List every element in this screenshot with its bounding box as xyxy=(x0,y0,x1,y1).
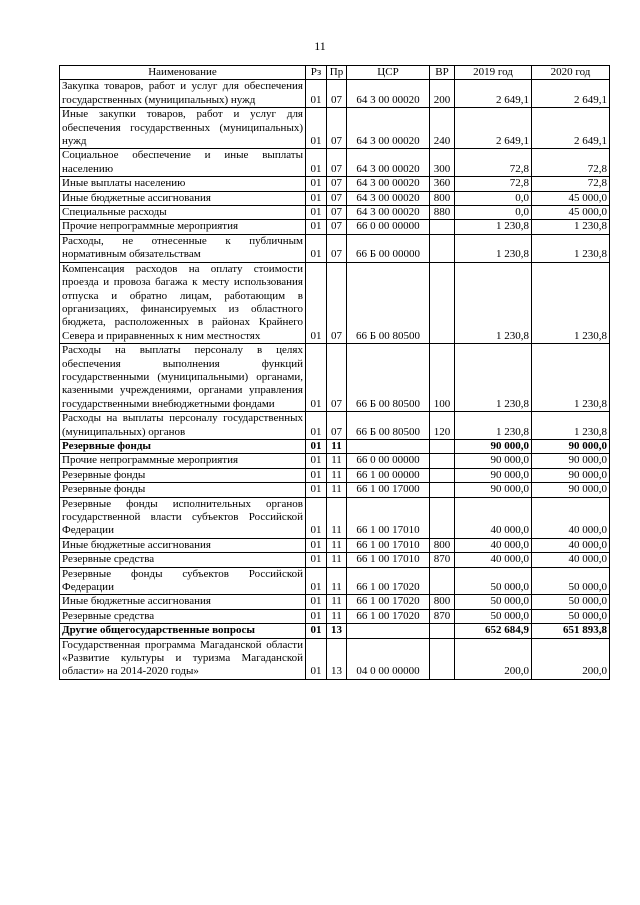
cell-pr: 11 xyxy=(327,609,347,623)
cell-y2020: 1 230,8 xyxy=(532,220,610,234)
table-row xyxy=(60,344,610,412)
cell-name: Резервные средства xyxy=(60,609,306,623)
cell-y2019: 2 649,1 xyxy=(455,108,532,149)
cell-y2019: 1 230,8 xyxy=(455,262,532,343)
cell-y2019: 40 000,0 xyxy=(455,553,532,567)
cell-y2019: 50 000,0 xyxy=(455,595,532,609)
cell-vr: 870 xyxy=(430,553,455,567)
cell-vr xyxy=(430,624,455,638)
cell-vr: 300 xyxy=(430,149,455,177)
cell-name: Другие общегосударственные вопросы xyxy=(60,624,306,638)
cell-vr xyxy=(430,439,455,453)
cell-y2020: 2 649,1 xyxy=(532,80,610,108)
cell-pr: 07 xyxy=(327,191,347,205)
cell-pr: 11 xyxy=(327,595,347,609)
cell-vr xyxy=(430,638,455,679)
header-vr: ВР xyxy=(430,66,455,80)
cell-csr xyxy=(347,439,430,453)
cell-pr: 13 xyxy=(327,638,347,679)
cell-rz: 01 xyxy=(306,454,327,468)
cell-rz: 01 xyxy=(306,497,327,538)
header-2019: 2019 год xyxy=(455,66,532,80)
cell-vr xyxy=(430,497,455,538)
cell-pr: 13 xyxy=(327,624,347,638)
table-row xyxy=(60,609,610,623)
cell-pr: 11 xyxy=(327,567,347,595)
cell-csr: 64 3 00 00020 xyxy=(347,108,430,149)
cell-rz: 01 xyxy=(306,220,327,234)
cell-rz: 01 xyxy=(306,624,327,638)
cell-csr: 66 Б 00 00000 xyxy=(347,234,430,262)
budget-table xyxy=(59,65,610,680)
header-name: Наименование xyxy=(60,66,306,80)
cell-y2019: 90 000,0 xyxy=(455,454,532,468)
cell-y2019: 40 000,0 xyxy=(455,497,532,538)
cell-rz: 01 xyxy=(306,567,327,595)
table-row xyxy=(60,412,610,440)
cell-y2019: 90 000,0 xyxy=(455,439,532,453)
cell-name: Государственная программа Магаданской области «Развитие культуры и туризма Магаданской области» на 2014-2020 годы» xyxy=(60,638,306,679)
cell-pr: 11 xyxy=(327,468,347,482)
cell-y2019: 1 230,8 xyxy=(455,412,532,440)
cell-rz: 01 xyxy=(306,468,327,482)
cell-pr: 11 xyxy=(327,538,347,552)
cell-csr: 66 1 00 17010 xyxy=(347,497,430,538)
cell-vr: 800 xyxy=(430,191,455,205)
cell-vr xyxy=(430,262,455,343)
cell-name: Иные бюджетные ассигнования xyxy=(60,191,306,205)
cell-y2020: 45 000,0 xyxy=(532,206,610,220)
cell-name: Резервные фонды xyxy=(60,468,306,482)
header-2020: 2020 год xyxy=(532,66,610,80)
cell-name: Прочие непрограммные мероприятия xyxy=(60,454,306,468)
cell-name: Специальные расходы xyxy=(60,206,306,220)
cell-csr: 64 3 00 00020 xyxy=(347,191,430,205)
cell-csr: 66 1 00 17000 xyxy=(347,483,430,497)
table-row xyxy=(60,191,610,205)
table-row xyxy=(60,468,610,482)
cell-rz: 01 xyxy=(306,108,327,149)
table-row xyxy=(60,567,610,595)
cell-y2020: 40 000,0 xyxy=(532,538,610,552)
cell-vr: 360 xyxy=(430,177,455,191)
cell-y2020: 90 000,0 xyxy=(532,439,610,453)
table-row xyxy=(60,553,610,567)
cell-csr: 66 1 00 17010 xyxy=(347,538,430,552)
cell-y2020: 72,8 xyxy=(532,177,610,191)
table-row xyxy=(60,439,610,453)
cell-name: Компенсация расходов на оплату стоимости проезда и провоза багажа к месту использования отпуска и обратно лицам, работающим в организациях, финансируемых из областного бюджета, расположенных в районах Крайнего Севера и приравненных к ним местностях xyxy=(60,262,306,343)
cell-name: Иные бюджетные ассигнования xyxy=(60,538,306,552)
cell-name: Иные закупки товаров, работ и услуг для обеспечения государственных (муниципальных) нужд xyxy=(60,108,306,149)
cell-vr: 880 xyxy=(430,206,455,220)
cell-y2019: 1 230,8 xyxy=(455,220,532,234)
table-row xyxy=(60,262,610,343)
cell-csr: 64 3 00 00020 xyxy=(347,206,430,220)
page-number: 11 xyxy=(314,39,326,53)
cell-y2020: 90 000,0 xyxy=(532,468,610,482)
cell-vr xyxy=(430,483,455,497)
table-row xyxy=(60,497,610,538)
cell-pr: 07 xyxy=(327,80,347,108)
cell-rz: 01 xyxy=(306,538,327,552)
cell-csr: 64 3 00 00020 xyxy=(347,80,430,108)
header-csr: ЦСР xyxy=(347,66,430,80)
cell-rz: 01 xyxy=(306,412,327,440)
table-row xyxy=(60,624,610,638)
cell-vr: 800 xyxy=(430,595,455,609)
cell-y2020: 200,0 xyxy=(532,638,610,679)
cell-vr: 120 xyxy=(430,412,455,440)
cell-name: Иные выплаты населению xyxy=(60,177,306,191)
cell-y2019: 2 649,1 xyxy=(455,80,532,108)
cell-y2019: 0,0 xyxy=(455,191,532,205)
cell-vr xyxy=(430,220,455,234)
cell-y2019: 200,0 xyxy=(455,638,532,679)
table-header-row xyxy=(60,66,610,80)
table-row xyxy=(60,108,610,149)
cell-vr: 800 xyxy=(430,538,455,552)
cell-vr: 100 xyxy=(430,344,455,412)
cell-csr: 66 1 00 17020 xyxy=(347,595,430,609)
cell-pr: 07 xyxy=(327,262,347,343)
cell-name: Иные бюджетные ассигнования xyxy=(60,595,306,609)
cell-rz: 01 xyxy=(306,344,327,412)
cell-y2020: 1 230,8 xyxy=(532,412,610,440)
cell-y2020: 40 000,0 xyxy=(532,553,610,567)
cell-rz: 01 xyxy=(306,149,327,177)
table-row xyxy=(60,454,610,468)
cell-y2020: 40 000,0 xyxy=(532,497,610,538)
cell-csr: 66 1 00 17010 xyxy=(347,553,430,567)
cell-y2020: 1 230,8 xyxy=(532,262,610,343)
cell-y2020: 50 000,0 xyxy=(532,609,610,623)
table-row xyxy=(60,638,610,679)
cell-name: Резервные фонды xyxy=(60,439,306,453)
cell-name: Закупка товаров, работ и услуг для обеспечения государственных (муниципальных) нужд xyxy=(60,80,306,108)
cell-csr: 64 3 00 00020 xyxy=(347,149,430,177)
cell-rz: 01 xyxy=(306,609,327,623)
cell-rz: 01 xyxy=(306,262,327,343)
cell-rz: 01 xyxy=(306,595,327,609)
cell-y2019: 72,8 xyxy=(455,177,532,191)
cell-y2019: 90 000,0 xyxy=(455,483,532,497)
cell-y2020: 90 000,0 xyxy=(532,454,610,468)
cell-y2020: 651 893,8 xyxy=(532,624,610,638)
cell-pr: 11 xyxy=(327,553,347,567)
cell-name: Расходы, не отнесенные к публичным нормативным обязательствам xyxy=(60,234,306,262)
cell-rz: 01 xyxy=(306,177,327,191)
cell-rz: 01 xyxy=(306,191,327,205)
cell-csr: 66 0 00 00000 xyxy=(347,454,430,468)
cell-rz: 01 xyxy=(306,80,327,108)
cell-csr: 66 1 00 00000 xyxy=(347,468,430,482)
cell-rz: 01 xyxy=(306,483,327,497)
cell-y2020: 90 000,0 xyxy=(532,483,610,497)
cell-vr xyxy=(430,567,455,595)
cell-pr: 11 xyxy=(327,439,347,453)
cell-csr: 64 3 00 00020 xyxy=(347,177,430,191)
table-row xyxy=(60,595,610,609)
cell-rz: 01 xyxy=(306,206,327,220)
cell-y2020: 72,8 xyxy=(532,149,610,177)
cell-pr: 07 xyxy=(327,206,347,220)
cell-y2020: 1 230,8 xyxy=(532,344,610,412)
table-row xyxy=(60,220,610,234)
cell-name: Резервные фонды субъектов Российской Федерации xyxy=(60,567,306,595)
cell-csr: 66 0 00 00000 xyxy=(347,220,430,234)
cell-y2019: 1 230,8 xyxy=(455,234,532,262)
cell-csr: 66 1 00 17020 xyxy=(347,567,430,595)
cell-pr: 07 xyxy=(327,177,347,191)
cell-name: Прочие непрограммные мероприятия xyxy=(60,220,306,234)
cell-y2019: 1 230,8 xyxy=(455,344,532,412)
cell-pr: 07 xyxy=(327,149,347,177)
cell-csr: 04 0 00 00000 xyxy=(347,638,430,679)
cell-y2020: 45 000,0 xyxy=(532,191,610,205)
cell-name: Расходы на выплаты персоналу государственных (муниципальных) органов xyxy=(60,412,306,440)
cell-y2019: 40 000,0 xyxy=(455,538,532,552)
cell-csr xyxy=(347,624,430,638)
cell-vr xyxy=(430,234,455,262)
table-row xyxy=(60,538,610,552)
cell-y2019: 50 000,0 xyxy=(455,609,532,623)
cell-rz: 01 xyxy=(306,638,327,679)
table-row xyxy=(60,177,610,191)
header-rz: Рз xyxy=(306,66,327,80)
cell-pr: 11 xyxy=(327,454,347,468)
cell-rz: 01 xyxy=(306,234,327,262)
cell-name: Расходы на выплаты персоналу в целях обеспечения выполнения функций государственными (муниципальными) органами, казенными учреждениями, органами управления государственными внебюджетными фондами xyxy=(60,344,306,412)
cell-name: Резервные фонды исполнительных органов государственной власти субъектов Российской Федерации xyxy=(60,497,306,538)
cell-y2020: 1 230,8 xyxy=(532,234,610,262)
cell-y2020: 50 000,0 xyxy=(532,567,610,595)
cell-y2019: 0,0 xyxy=(455,206,532,220)
cell-vr: 200 xyxy=(430,80,455,108)
cell-y2020: 2 649,1 xyxy=(532,108,610,149)
cell-pr: 07 xyxy=(327,234,347,262)
table-row xyxy=(60,80,610,108)
cell-pr: 07 xyxy=(327,108,347,149)
cell-csr: 66 Б 00 80500 xyxy=(347,262,430,343)
cell-y2019: 90 000,0 xyxy=(455,468,532,482)
table-row xyxy=(60,149,610,177)
cell-pr: 07 xyxy=(327,344,347,412)
table-row xyxy=(60,234,610,262)
header-pr: Пр xyxy=(327,66,347,80)
cell-csr: 66 Б 00 80500 xyxy=(347,344,430,412)
cell-y2019: 652 684,9 xyxy=(455,624,532,638)
cell-vr xyxy=(430,454,455,468)
cell-y2020: 50 000,0 xyxy=(532,595,610,609)
cell-vr: 870 xyxy=(430,609,455,623)
cell-name: Социальное обеспечение и иные выплаты населению xyxy=(60,149,306,177)
cell-vr xyxy=(430,468,455,482)
table-row xyxy=(60,483,610,497)
cell-rz: 01 xyxy=(306,439,327,453)
cell-vr: 240 xyxy=(430,108,455,149)
cell-csr: 66 1 00 17020 xyxy=(347,609,430,623)
cell-csr: 66 Б 00 80500 xyxy=(347,412,430,440)
cell-y2019: 50 000,0 xyxy=(455,567,532,595)
cell-pr: 11 xyxy=(327,497,347,538)
cell-name: Резервные средства xyxy=(60,553,306,567)
cell-rz: 01 xyxy=(306,553,327,567)
cell-pr: 07 xyxy=(327,220,347,234)
cell-name: Резервные фонды xyxy=(60,483,306,497)
cell-y2019: 72,8 xyxy=(455,149,532,177)
cell-pr: 11 xyxy=(327,483,347,497)
cell-pr: 07 xyxy=(327,412,347,440)
table-row xyxy=(60,206,610,220)
